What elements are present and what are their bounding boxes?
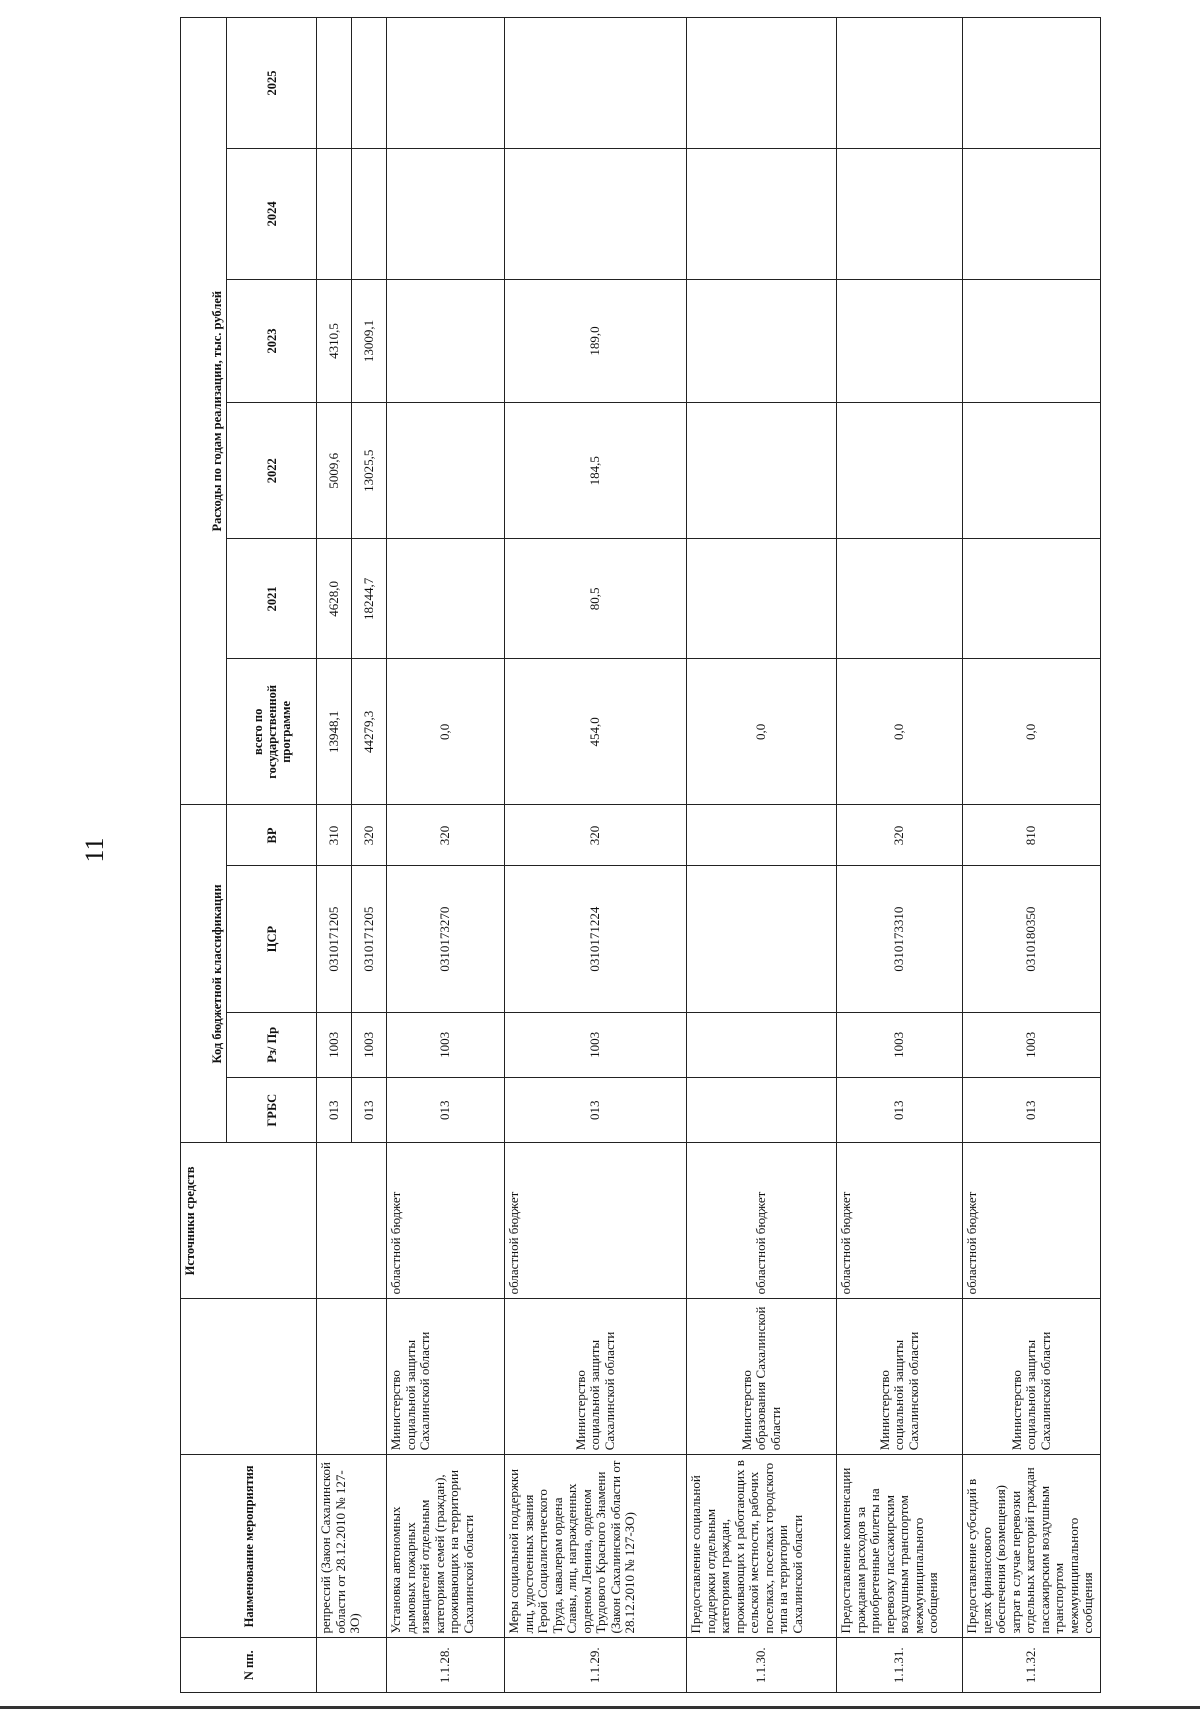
cell-total: 13948,1: [317, 659, 352, 805]
cell-rzpr: 1003: [387, 1012, 505, 1077]
row-name: Предоставление компенсации гражданам расходов за приобретенные билеты на перевозку пассажирским воздушным транспортом межмуниципального сообщения: [837, 1455, 963, 1638]
cell-2023: 189,0: [505, 279, 687, 402]
cell-2021: [387, 539, 505, 659]
cont-executor: [317, 1299, 387, 1455]
cell-rzpr: 1003: [963, 1012, 1101, 1077]
cell-csr: 0310173270: [387, 866, 505, 1012]
cont-num: [317, 1638, 387, 1693]
cell-rzpr: 1003: [837, 1012, 963, 1077]
cell-2021: 18244,7: [352, 539, 387, 659]
cell-rzpr: 1003: [352, 1012, 387, 1077]
row-num: 1.1.29.: [505, 1638, 687, 1693]
cell-2022: 13025,5: [352, 403, 387, 539]
cell-grbs: 013: [837, 1078, 963, 1143]
cell-2024: [387, 148, 505, 279]
header-name: Наименование мероприятия: [181, 1455, 317, 1638]
cell-grbs: 013: [963, 1078, 1101, 1143]
cell-csr: 0310173310: [837, 866, 963, 1012]
header-expenses: Расходы по годам реализации, тыс. рублей: [181, 18, 227, 805]
row-source: областной бюджет: [505, 1143, 687, 1299]
header-total: всего по государственной программе: [227, 659, 317, 805]
header-grbs: ГРБС: [227, 1078, 317, 1143]
bottom-scan-edge: [0, 1706, 1200, 1709]
cell-2024: [317, 148, 352, 279]
cell-vr: 320: [837, 805, 963, 866]
header-2023: 2023: [227, 279, 317, 402]
table-row: [317, 18, 352, 1693]
table-row: [963, 18, 1101, 1693]
cell-2025: [387, 18, 505, 149]
cell-vr: 320: [505, 805, 687, 866]
table-row: [687, 18, 837, 1693]
row-executor: Министерство социальной защиты Сахалинской области: [963, 1299, 1101, 1455]
cell-2023: [387, 279, 505, 402]
cell-vr: 810: [963, 805, 1101, 866]
header-row-1: [181, 18, 227, 1693]
cell-vr: 320: [352, 805, 387, 866]
page-number: 11: [80, 837, 109, 863]
cont-name: репрессий (Закон Сахалинской области от 28.12.2010 № 127-ЗО): [317, 1455, 387, 1638]
cell-csr: 0310171205: [317, 866, 352, 1012]
row-executor: Министерство социальной защиты Сахалинской области: [387, 1299, 505, 1455]
row-num: 1.1.30.: [687, 1638, 837, 1693]
cell-2023: 13009,1: [352, 279, 387, 402]
cell-grbs: 013: [317, 1078, 352, 1143]
cell-2021: [687, 539, 837, 659]
table-row: [387, 18, 505, 1693]
table-row: [837, 18, 963, 1693]
cell-grbs: 013: [505, 1078, 687, 1143]
cell-2024: [352, 148, 387, 279]
row-name: Предоставление субсидий в целях финансового обеспечения (возмещения) затрат в случае перевозки отдельных категорий граждан пассажирским воздушным транспортом межмуниципального сообщения: [963, 1455, 1101, 1638]
row-num: 1.1.32.: [963, 1638, 1101, 1693]
cell-total: 44279,3: [352, 659, 387, 805]
cell-2021: [963, 539, 1101, 659]
cell-rzpr: 1003: [317, 1012, 352, 1077]
cell-csr: 0310180350: [963, 866, 1101, 1012]
cell-total: 0,0: [963, 659, 1101, 805]
cell-2023: [963, 279, 1101, 402]
rotated-table-container: [180, 17, 1096, 1693]
row-executor: Министерство социальной защиты Сахалинской области: [505, 1299, 687, 1455]
cell-total: 454,0: [505, 659, 687, 805]
cell-vr: [687, 805, 837, 866]
cell-2023: [687, 279, 837, 402]
cell-grbs: 013: [352, 1078, 387, 1143]
cell-2025: [963, 18, 1101, 149]
cell-2021: 80,5: [505, 539, 687, 659]
row-source: областной бюджет: [963, 1143, 1101, 1299]
cell-2022: 5009,6: [317, 403, 352, 539]
cell-vr: 310: [317, 805, 352, 866]
cell-grbs: [687, 1078, 837, 1143]
row-num: 1.1.31.: [837, 1638, 963, 1693]
cell-csr: [687, 866, 837, 1012]
cell-2025: [352, 18, 387, 149]
cell-2022: 184,5: [505, 403, 687, 539]
cell-2022: [837, 403, 963, 539]
row-name: Меры социальной поддержки лиц, удостоенных звания Герой Социалистического Труда, кавалерам ордена Славы, лиц, награжденных орденом Ленина, орденом Трудового Красного Знамени (Закон Сахалинской области от 28.12.2010 № 127-ЗО): [505, 1455, 687, 1638]
cell-grbs: 013: [387, 1078, 505, 1143]
cell-2025: [687, 18, 837, 149]
cell-2024: [687, 148, 837, 279]
cont-source: [317, 1143, 387, 1299]
cell-rzpr: 1003: [505, 1012, 687, 1077]
cell-2024: [963, 148, 1101, 279]
table-row: [505, 18, 687, 1693]
header-executor: [181, 1299, 317, 1455]
header-csr: ЦСР: [227, 866, 317, 1012]
header-vr: ВР: [227, 805, 317, 866]
cell-2022: [387, 403, 505, 539]
header-rzpr: Рз/ Пр: [227, 1012, 317, 1077]
cell-2021: 4628,0: [317, 539, 352, 659]
cell-total: 0,0: [687, 659, 837, 805]
budget-table: [180, 17, 1101, 1693]
cell-2022: [963, 403, 1101, 539]
row-name: Установка автономных дымовых пожарных извещателей отдельным категориям семей (граждан), проживающих на территории Сахалинской области: [387, 1455, 505, 1638]
cell-2023: [837, 279, 963, 402]
row-executor: Министерство образования Сахалинской области: [687, 1299, 837, 1455]
header-num: N пп.: [181, 1638, 317, 1693]
header-2025: 2025: [227, 18, 317, 149]
header-sources: Источники средств: [181, 1143, 317, 1299]
row-executor: Министерство социальной защиты Сахалинской области: [837, 1299, 963, 1455]
cell-2025: [505, 18, 687, 149]
cell-2021: [837, 539, 963, 659]
row-source: областной бюджет: [687, 1143, 837, 1299]
cell-rzpr: [687, 1012, 837, 1077]
cell-vr: 320: [387, 805, 505, 866]
header-2022: 2022: [227, 403, 317, 539]
cell-2022: [687, 403, 837, 539]
cell-total: 0,0: [837, 659, 963, 805]
cell-2025: [837, 18, 963, 149]
cell-2025: [317, 18, 352, 149]
cell-total: 0,0: [387, 659, 505, 805]
cell-2024: [505, 148, 687, 279]
row-name: Предоставление социальной поддержки отдельным категориям граждан, проживающих и работающих в сельской местности, рабочих поселках, поселках городского типа на территории Сахалинской области: [687, 1455, 837, 1638]
cell-2023: 4310,5: [317, 279, 352, 402]
row-num: 1.1.28.: [387, 1638, 505, 1693]
cell-csr: 0310171205: [352, 866, 387, 1012]
row-source: областной бюджет: [387, 1143, 505, 1299]
cell-csr: 0310171224: [505, 866, 687, 1012]
header-2024: 2024: [227, 148, 317, 279]
header-budget-code: Код бюджетной классификации: [181, 805, 227, 1143]
row-source: областной бюджет: [837, 1143, 963, 1299]
header-2021: 2021: [227, 539, 317, 659]
cell-2024: [837, 148, 963, 279]
